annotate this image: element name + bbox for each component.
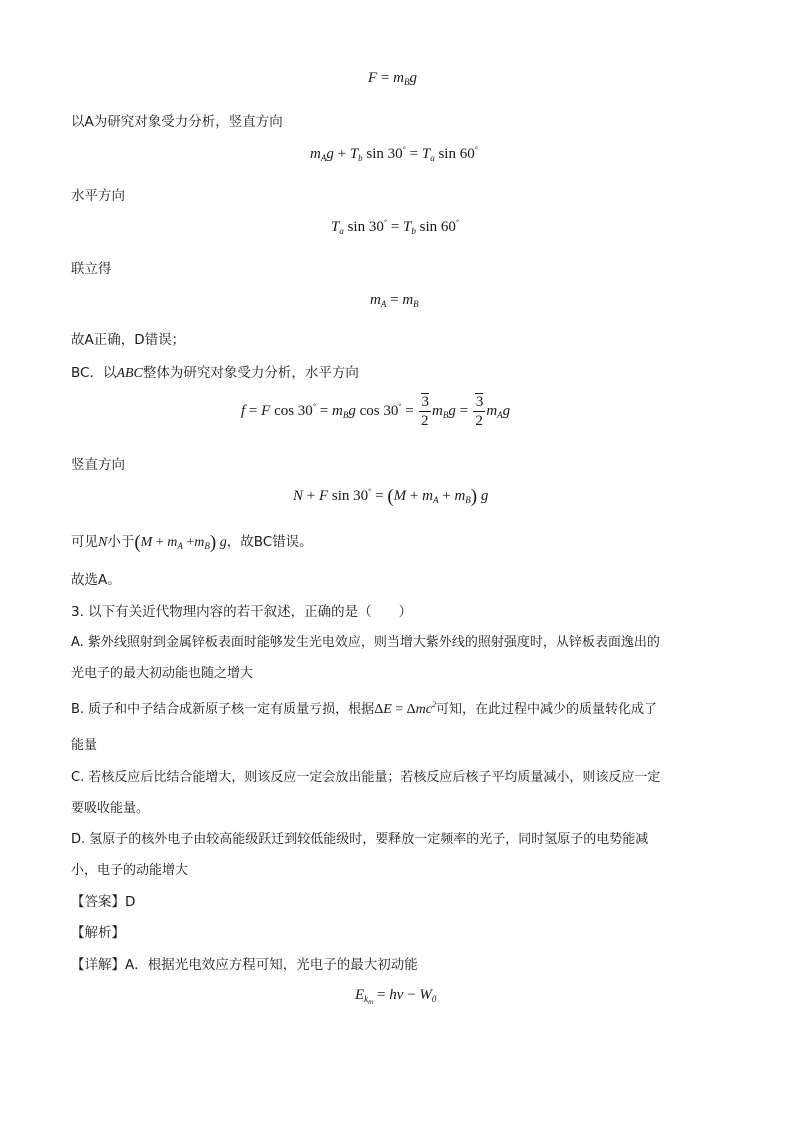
equation-vertical-balance: $m_Ag + T_b$ $\sin 30^\circ = T_a$ sin 60° [310, 145, 478, 163]
option-a-line1: A. 紫外线照射到金属锌板表面时能够发生光电效应，则当增大紫外线的照射强度时，从锌板表面逸出的 [71, 635, 660, 650]
math-abc: ABC [116, 366, 143, 381]
equation-f-mbg: $F = m_Bg$ [368, 70, 417, 87]
option-b-line1: B. 质子和中子结合成新原子核一定有质量亏损，根据ΔE = Δmc$^2$可知，在此过程中减少的质量转化成了 [71, 700, 658, 717]
option-c-line1: C. 若核反应后比结合能增大，则该反应一定会放出能量；若核反应后核子平均质量减小，则该反应一定 [71, 770, 661, 785]
option-b-prefix: B. 质子和中子结合成新原子核一定有质量亏损，根据 [71, 702, 375, 717]
text-bc-wrong: ，故BC错误。 [226, 534, 313, 550]
answer-label: 【答案】D [71, 894, 136, 910]
option-d-line1: D. 氢原子的核外电子由较高能级跃迁到较低能级时，要释放一定频率的光子，同时氢原子的电势能减 [71, 832, 649, 847]
text-horizontal: 水平方向 [71, 188, 125, 204]
equation-photoelectric: $E_{k_m} = h\nu - W_0$ [355, 987, 437, 1006]
text-combine: 联立得 [71, 261, 112, 277]
math-n: N [98, 535, 108, 550]
option-b-suffix: 可知，在此过程中减少的质量转化成了 [436, 702, 658, 717]
question-3-stem: 3. 以下有关近代物理内容的若干叙述，正确的是（ ） [71, 604, 413, 620]
text-less-than: 小于 [107, 534, 135, 550]
option-a-line2: 光电子的最大初动能也随之增大 [71, 666, 254, 681]
analysis-label: 【解析】 [71, 925, 125, 941]
equation-horizontal-balance: $T_a$ $\sin 30^\circ = T_b$ sin 60° [331, 218, 460, 236]
option-b-line2: 能量 [71, 738, 98, 753]
text-a-vertical: 以A为研究对象受力分析，竖直方向 [71, 114, 283, 130]
text-n-less-than: 可见N小于$(M + m_A +m_B)$ g，故BC错误。 [71, 532, 313, 553]
text-conclusion-ad: 故A正确，D错误； [71, 332, 186, 348]
text-vertical-2: 竖直方向 [71, 457, 125, 473]
detail-label: 【详解】A．根据光电效应方程可知，光电子的最大初动能 [71, 957, 418, 973]
text-visible-prefix: 可见 [71, 534, 98, 550]
equation-ma-mb: $m_A = m_B$ [370, 292, 419, 309]
text-bc-prefix: BC．以 [71, 365, 117, 381]
option-c-line2: 要吸收能量。 [71, 801, 150, 816]
text-bc-analysis [71, 361, 359, 382]
text-choose-a: 故选A。 [71, 572, 121, 588]
option-d-line2: 小，电子的动能增大 [71, 863, 189, 878]
equation-normal-force: N + F $\sin 30^\circ = (M + m_A + m_B)$ g [293, 486, 489, 507]
text-bc-suffix: 整体为研究对象受力分析，水平方向 [142, 365, 359, 381]
equation-friction: f = F $\cos 30^\circ = m_Bg$ cos 30° = $\frac{3}{2}$ $m_Bg$ = $\frac{3}{2}$ $m_Ag$ [241, 394, 511, 429]
